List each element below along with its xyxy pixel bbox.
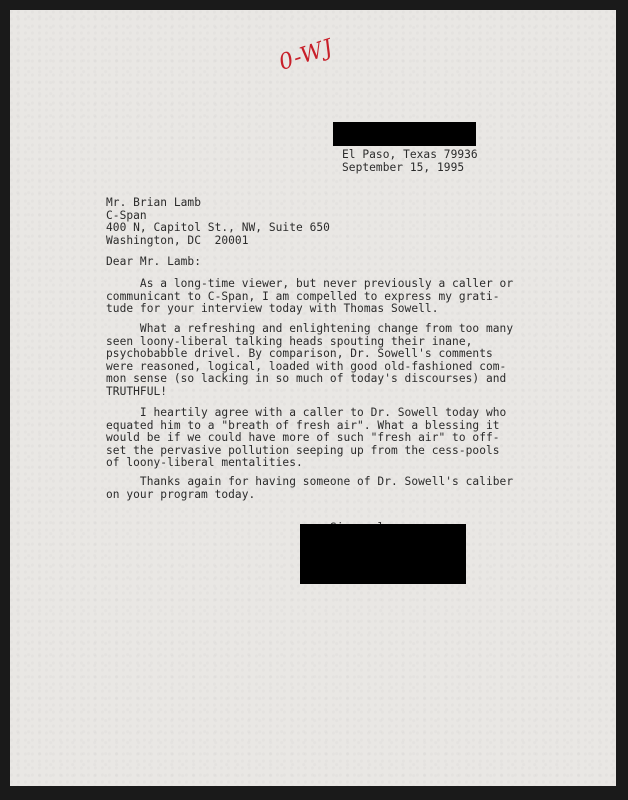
body-paragraph-3: I heartily agree with a caller to Dr. Sowell today who equated him to a "breath of fresh air". What a blessing it would be if we could have more of such "fresh air" to off- set the pervasive pollution seeping up from the cess-pools of loony-liberal mentalities.	[106, 406, 507, 470]
sender-city-line: El Paso, Texas 79936	[342, 148, 478, 161]
recipient-street: 400 N, Capitol St., NW, Suite 650	[106, 221, 330, 235]
sender-address-block	[342, 149, 478, 174]
recipient-city: Washington, DC 20001	[106, 233, 249, 247]
recipient-organization: C-Span	[106, 208, 147, 222]
body-paragraph-4: Thanks again for having someone of Dr. Sowell's caliber on your program today.	[106, 475, 514, 501]
body-paragraph-1: As a long-time viewer, but never previously a caller or communicant to C-Span, I am compelled to express my grati- tude for your interview today with Thomas Sowell.	[106, 277, 514, 316]
recipient-address-block	[106, 197, 330, 247]
salutation: Dear Mr. Lamb:	[106, 255, 201, 268]
recipient-name: Mr. Brian Lamb	[106, 196, 201, 209]
handwritten-annotation: 0-WJ	[276, 34, 337, 76]
letter-date: September 15, 1995	[342, 160, 465, 174]
body-paragraph-2: What a refreshing and enlightening change from too many seen loony-liberal talking heads spouting their inane, psychobabble drivel. By comparison, Dr. Sowell's comments were reasoned, logical, loaded with good old-fashioned com- mon sense (so lacking in so much of today's discourses) and TRUTHFUL!	[106, 322, 514, 398]
redaction-sender-name	[333, 122, 476, 146]
letter-page	[10, 10, 616, 786]
redaction-signature	[300, 524, 466, 584]
